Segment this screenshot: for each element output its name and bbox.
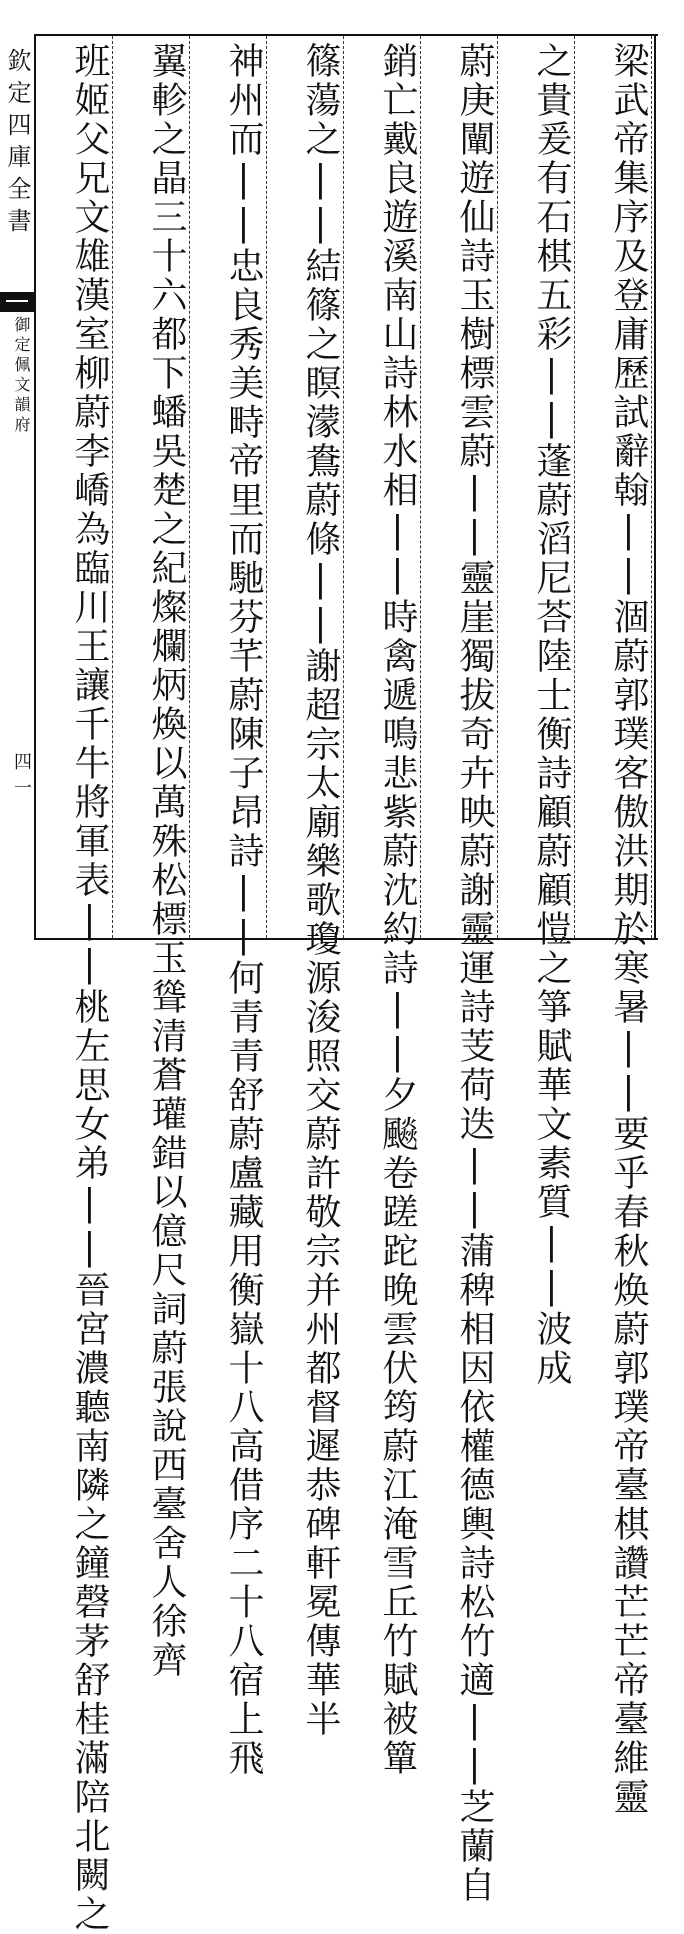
collection-title: 欽定四庫全書	[3, 48, 31, 240]
text-column	[141, 36, 190, 1680]
column-text: 篠蕩之||結篠之瞑濛鴦蔚條||謝超宗太廟樂歌瓊源浚照交蔚許敬宗并州都督遲恭碑軒冕傳華半	[300, 42, 341, 1739]
column-text: 班姬父兄文雄漢室柳蔚李嶠為臨川王讓千牛將軍表||桃左思女弟||晉宮濃聽南隣之鐘磬茅舒桂滿陪北闕之	[69, 42, 110, 1934]
column-divider	[496, 36, 498, 938]
column-divider	[111, 36, 113, 938]
folio-number: 四一	[11, 752, 32, 804]
column-divider	[265, 36, 267, 938]
column-text: 翼軫之晶三十六都下蟠吳楚之紀燦爛炳煥以萬殊松標玉聳清蒼瓘錯以億尺詞蔚張說西臺舍人徐齊	[146, 42, 187, 1680]
text-column	[295, 36, 344, 1739]
column-text: 之貴爰有石棋五彩||蓬蔚滔尼荅陸士衡詩顧蔚顧愷之箏賦華文素質||波成	[531, 42, 572, 1388]
column-text: 銷亡戴良遊溪南山詩林水相||時禽遞鳴悲紫蔚沈約詩||夕飈卷蹉跎晚雲伏筠蔚江淹雪丘竹賦被簞	[377, 42, 418, 1778]
column-divider	[419, 36, 421, 938]
fishtail-inner-line	[6, 300, 28, 316]
column-text: 梁武帝集序及登庸歷試辭翰||涸蔚郭璞客傲洪期於寒暑||要乎春秋焕蔚郭璞帝臺棋讚芒芒帝臺維靈	[608, 42, 649, 1817]
column-divider	[342, 36, 344, 938]
column-divider	[650, 36, 652, 938]
book-title: 御定佩文韻府	[12, 316, 31, 436]
text-column	[449, 36, 498, 1905]
text-column	[64, 36, 113, 1934]
text-column	[218, 36, 267, 1778]
text-columns	[36, 36, 654, 1934]
column-divider	[188, 36, 190, 938]
right-frame-line	[654, 34, 656, 940]
text-column	[526, 36, 575, 1388]
text-column	[372, 36, 421, 1778]
column-text: 神州而||忠良秀美畤帝里而馳芬芊蔚陳子昂詩||何青青舒蔚盧藏用衡嶽十八高借序二十八宿上飛	[223, 42, 264, 1778]
column-text: 蔚庚闡遊仙詩玉樹標雲蔚||靈崖獨拔奇卉映蔚謝靈運詩芰荷迭||蒲稗相因依權德輿詩松竹適||芝蘭自	[454, 42, 495, 1905]
column-divider	[573, 36, 575, 938]
text-column	[603, 36, 652, 1817]
